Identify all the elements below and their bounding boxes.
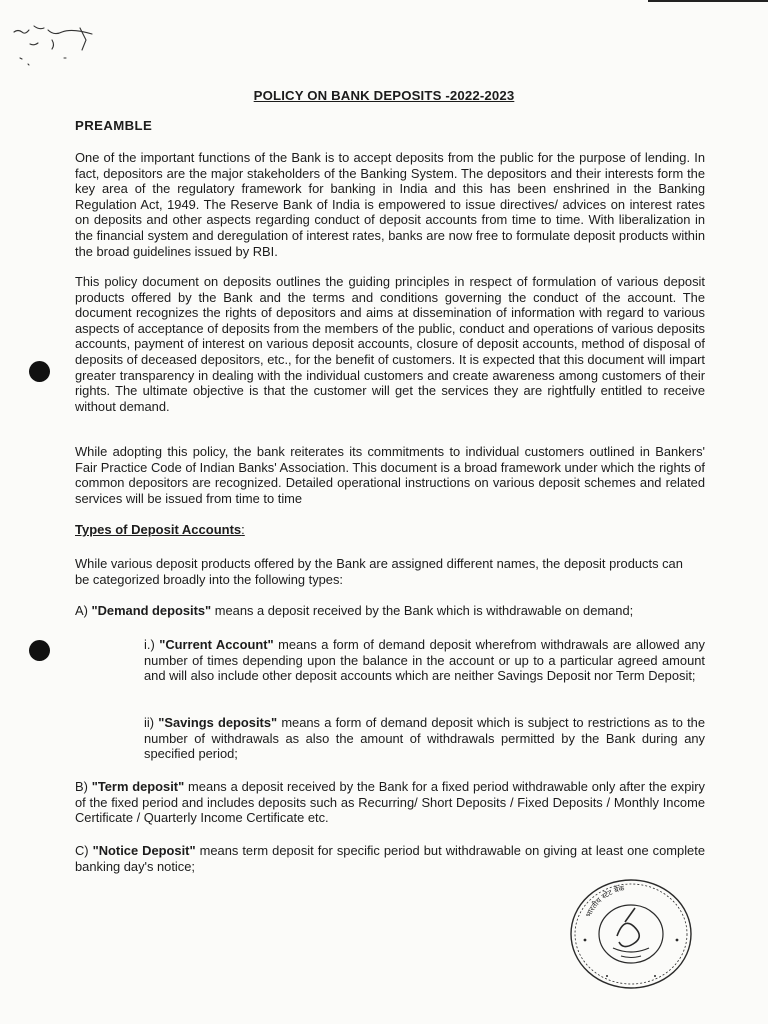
item-savings-deposits xyxy=(144,715,705,762)
punch-hole-lower xyxy=(29,640,50,661)
handwritten-mark-icon xyxy=(8,18,112,74)
item-demand-deposits xyxy=(75,603,705,619)
item-current-account xyxy=(144,637,705,684)
item-term-deposit xyxy=(75,779,705,826)
item-term: "Term deposit" xyxy=(91,779,185,794)
item-term: "Notice Deposit" xyxy=(92,843,196,858)
preamble-paragraph-1: One of the important functions of the Bank is to accept deposits from the public for the purpose of lending. In fact, depositors are the major stakeholders of the Banking System. The depositors and their interests form the key area of the regulatory framework for banking in India and this has been enshrined in the Banking Regulation Act, 1949. The Reserve Bank of India is empowered to issue directives/ advices on interest rates on deposits and other aspects regarding conduct of deposit accounts from time to time. With liberalization in the financial system and deregulation of interest rates, banks are now free to formulate deposit products within the broad guidelines issued by RBI. xyxy=(75,150,705,259)
item-prefix: C) xyxy=(75,843,93,858)
document-title: POLICY ON BANK DEPOSITS -2022-2023 xyxy=(253,88,515,103)
item-text: means a form of demand deposit wherefrom withdrawals are allowed any number of times depending upon the balance in the account or up to a particular agreed amount and will also include other deposit accounts which are neither Savings Deposit nor Term Deposit; xyxy=(144,637,705,684)
item-text: means a form of demand deposit which is subject to restrictions as to the number of withdrawals as also the amount of withdrawals permitted by the Bank during any specified period; xyxy=(144,715,705,762)
item-text: means term deposit for specific period but withdrawable on giving at least one complete banking day's notice; xyxy=(75,843,705,874)
punch-hole-upper xyxy=(29,361,50,382)
preamble-heading: PREAMBLE xyxy=(75,118,153,133)
item-term: "Current Account" xyxy=(159,637,274,652)
item-prefix: B) xyxy=(75,779,92,794)
item-text: means a deposit received by the Bank for a fixed period withdrawable only after the expiry of the fixed period and includes deposits such as Recurring/ Short Deposits / Fixed Deposits / Monthly Income Certificate / Quarterly Income Certificate etc. xyxy=(75,779,705,826)
types-heading-text: Types of Deposit Accounts xyxy=(75,522,242,537)
svg-text:भारतीय स्टेट बैंक xyxy=(584,883,626,918)
top-edge-rule xyxy=(648,0,768,2)
types-heading-colon: : xyxy=(241,522,245,537)
item-notice-deposit xyxy=(75,843,705,874)
item-term: "Demand deposits" xyxy=(91,603,212,618)
item-prefix: ii) xyxy=(144,715,159,730)
preamble-paragraph-3: While adopting this policy, the bank reiterates its commitments to individual customers outlined in Bankers' Fair Practice Code of Indian Banks' Association. This document is a broad framework under which the rights of common depositors are recognized. Detailed operational instructions on various deposit schemes and related services will be issued from time to time xyxy=(75,444,705,506)
item-text: means a deposit received by the Bank which is withdrawable on demand; xyxy=(211,603,634,618)
types-intro: While various deposit products offered by the Bank are assigned different names, the deposit products can be categorized broadly into the following types: xyxy=(75,556,683,587)
bank-seal-stamp-icon xyxy=(567,876,695,991)
preamble-paragraph-2: This policy document on deposits outlines the guiding principles in respect of formulation of various deposit products offered by the Bank and the terms and conditions governing the conduct of the account. The document recognizes the rights of depositors and aims at dissemination of information with regard to various aspects of acceptance of deposits from the members of the public, conduct and operations of various deposits accounts, payment of interest on various deposit accounts, closure of deposit accounts, method of disposal of deposits of deceased depositors, etc., for the benefit of customers. It is expected that this document will impart greater transparency in dealing with the individual customers and create awareness among customers of their rights. The ultimate objective is that the customer will get the services they are rightfully entitled to receive without demand. xyxy=(75,274,705,414)
seal-text: भारतीय स्टेट बैंक xyxy=(583,883,626,919)
item-term: "Savings deposits" xyxy=(158,715,278,730)
types-heading xyxy=(75,522,245,537)
item-prefix: i.) xyxy=(144,637,160,652)
item-prefix: A) xyxy=(75,603,92,618)
